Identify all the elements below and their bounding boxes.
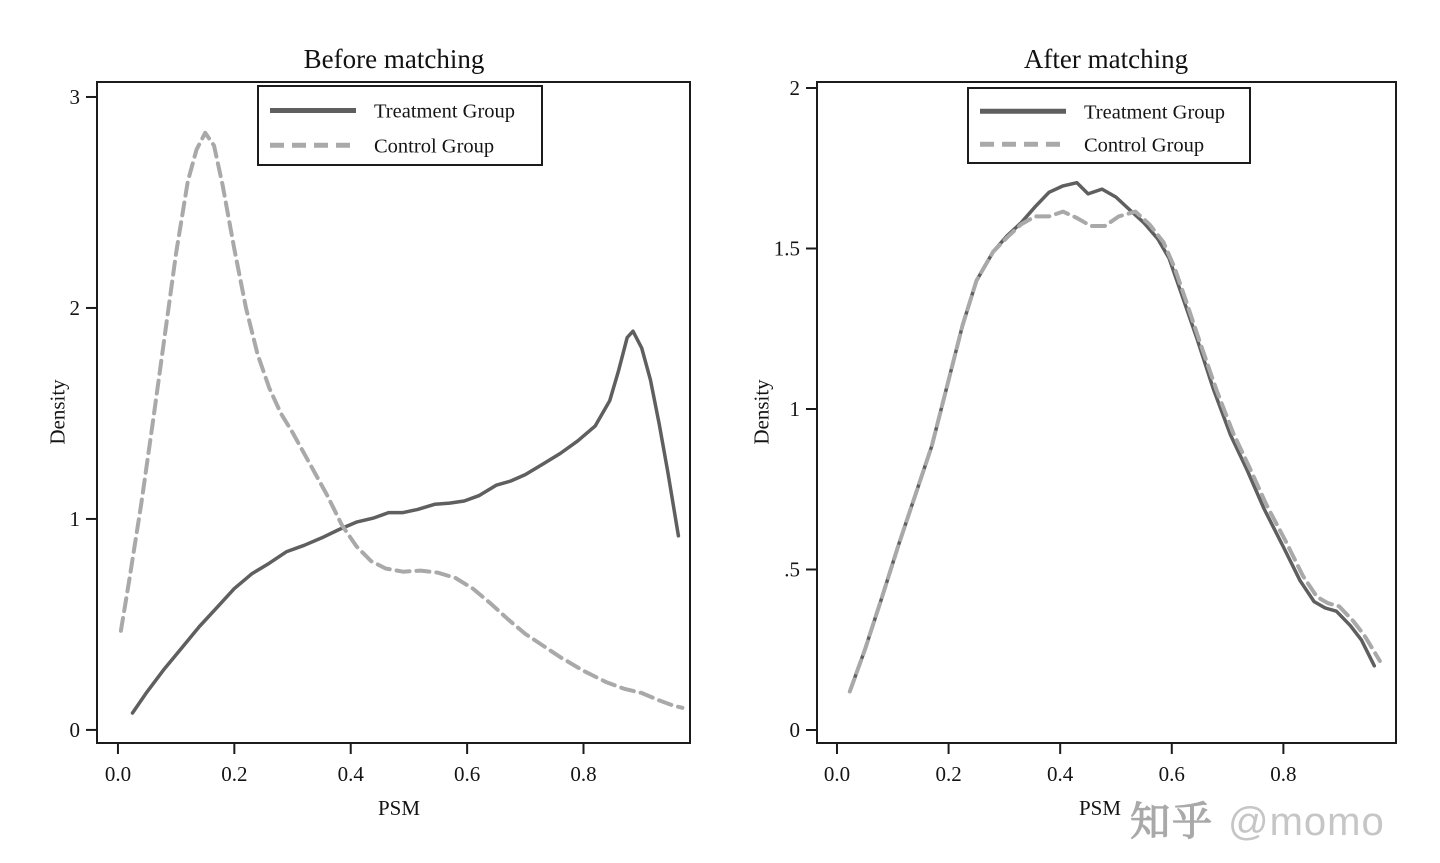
x-tick-label: 0.6 [453, 762, 481, 786]
x-tick-label: 0.4 [1047, 762, 1074, 786]
left-chart-title: Before matching [303, 44, 485, 74]
y-tick-label: 0 [789, 717, 800, 742]
right-chart-title: After matching [1023, 44, 1189, 74]
plot-box [817, 82, 1396, 743]
x-tick-label: 0.4 [337, 762, 364, 786]
right-y-axis-label: Density [749, 379, 774, 445]
x-tick-label: 0.6 [1158, 762, 1185, 786]
y-tick-label: 1 [789, 397, 800, 422]
treatment-density-curve [133, 331, 679, 713]
x-tick-label: 0.0 [104, 762, 132, 786]
control-density-curve [850, 212, 1380, 692]
treatment-density-curve [850, 183, 1375, 692]
x-tick-label: 0.0 [823, 762, 851, 786]
watermark-handle: @momo [1228, 800, 1385, 844]
x-tick-label: 0.2 [221, 762, 248, 786]
left-x-axis-label: PSM [377, 796, 421, 820]
legend-label-treatment: Treatment Group [374, 100, 516, 123]
y-tick-label: .5 [784, 557, 800, 582]
x-tick-label: 0.2 [935, 762, 962, 786]
legend-label-treatment: Treatment Group [1084, 101, 1226, 124]
legend-label-control: Control Group [1084, 134, 1205, 157]
y-tick-label: 1.5 [773, 236, 800, 261]
legend-label-control: Control Group [374, 135, 495, 158]
y-tick-label: 0 [69, 717, 80, 742]
left-y-axis-label: Density [45, 379, 70, 445]
x-tick-label: 0.8 [570, 762, 597, 786]
right-x-axis-label: PSM [1078, 796, 1122, 820]
y-tick-label: 1 [69, 506, 80, 531]
watermark-zhihu-logo: 知乎 [1130, 799, 1214, 844]
x-tick-label: 0.8 [1270, 762, 1297, 786]
y-tick-label: 2 [69, 295, 80, 320]
y-tick-label: 2 [789, 76, 800, 101]
y-tick-label: 3 [69, 84, 80, 109]
